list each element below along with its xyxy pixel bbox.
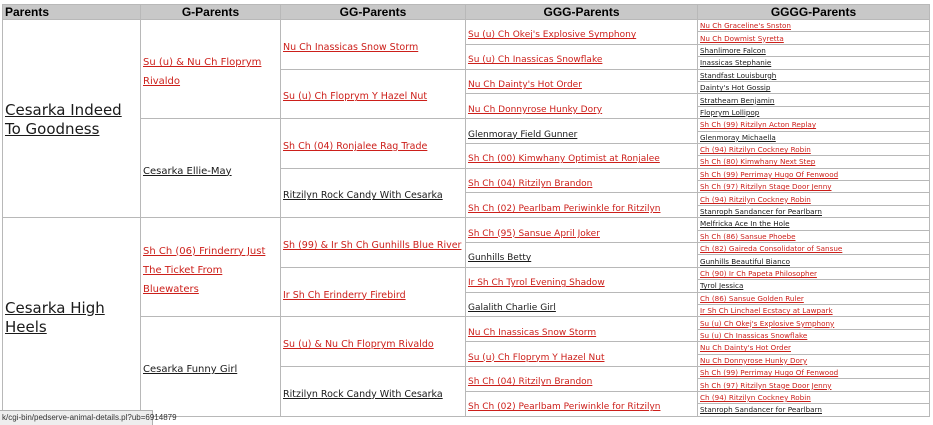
ggg-parent-link[interactable]: Gunhills Betty: [468, 253, 532, 264]
gggg-parent-link[interactable]: Inassicas Stephanie: [700, 58, 772, 68]
gggg-parent-cell: [698, 193, 930, 205]
gggg-parent-link[interactable]: Gunhills Beautiful Bianco: [700, 256, 790, 266]
gggg-parent-cell: [698, 366, 930, 378]
gggg-parent-cell: [698, 255, 930, 267]
gggg-parent-cell: [698, 243, 930, 255]
g-parent-cell: [141, 317, 281, 416]
gg-parent-link[interactable]: Ritzilyn Rock Candy With Cesarka: [283, 388, 443, 400]
gggg-parent-cell: [698, 20, 930, 32]
ggg-parent-link[interactable]: Sh Ch (04) Ritzilyn Brandon: [468, 377, 593, 388]
ggg-parent-link[interactable]: Galalith Charlie Girl: [468, 302, 556, 313]
ggg-parent-cell: [466, 143, 698, 168]
gg-parent-cell: [281, 366, 466, 416]
ggg-parent-link[interactable]: Su (u) Ch Inassicas Snowflake: [468, 55, 603, 66]
gg-parent-link[interactable]: Sh Ch (04) Ronjalee Rag Trade: [283, 140, 428, 152]
gg-parent-link[interactable]: Su (u) & Nu Ch Floprym Rivaldo: [283, 339, 434, 351]
gggg-parent-cell: [698, 44, 930, 56]
gg-parent-cell: [281, 317, 466, 367]
ggg-parent-link[interactable]: Sh Ch (02) Pearlbam Periwinkle for Ritzilyn: [468, 402, 661, 413]
pedigree-row: [3, 218, 930, 230]
ggg-parent-cell: [466, 267, 698, 292]
gg-parent-link[interactable]: Ritzilyn Rock Candy With Cesarka: [283, 190, 443, 202]
gggg-parent-link[interactable]: Ch (86) Sansue Golden Ruler: [700, 293, 804, 303]
gggg-parent-cell: [698, 143, 930, 155]
pedigree-table: [2, 4, 930, 417]
gggg-parent-link[interactable]: Sh Ch (86) Sansue Phoebe: [700, 231, 796, 241]
gggg-parent-link[interactable]: Shanlimore Falcon: [700, 45, 766, 55]
gg-parent-cell: [281, 168, 466, 218]
ggg-parent-cell: [466, 69, 698, 94]
gggg-parent-link[interactable]: Sh Ch (80) Kimwhany Next Step: [700, 157, 816, 167]
ggg-parent-cell: [466, 193, 698, 218]
gggg-parent-link[interactable]: Standfast Louisburgh: [700, 70, 777, 80]
ggg-parent-cell: [466, 218, 698, 243]
ggg-parent-link[interactable]: Su (u) Ch Okej's Explosive Symphony: [468, 30, 637, 41]
ggg-parent-link[interactable]: Nu Ch Donnyrose Hunky Dory: [468, 104, 603, 115]
pedigree-row: [3, 20, 930, 32]
gggg-parent-link[interactable]: Sh Ch (97) Ritzilyn Stage Door Jenny: [700, 182, 832, 192]
gggg-parent-link[interactable]: Nu Ch Donnyrose Hunky Dory: [700, 355, 808, 365]
gggg-parent-cell: [698, 32, 930, 44]
ggg-parent-cell: [466, 168, 698, 193]
gggg-parent-link[interactable]: Floprym Lollipop: [700, 107, 760, 117]
gggg-parent-link[interactable]: Sh Ch (99) Perrimay Hugo Of Fenwood: [700, 368, 839, 378]
gggg-parent-link[interactable]: Su (u) Ch Inassicas Snowflake: [700, 330, 808, 340]
gggg-parent-cell: [698, 119, 930, 131]
gggg-parent-cell: [698, 391, 930, 403]
g-parent-cell: [141, 20, 281, 119]
g-parent-link[interactable]: Cesarka Ellie-May: [143, 165, 232, 177]
gggg-parent-link[interactable]: Ch (94) Ritzilyn Cockney Robin: [700, 194, 811, 204]
gggg-parent-link[interactable]: Dainty's Hot Gossip: [700, 83, 771, 93]
ggg-parent-cell: [466, 20, 698, 45]
ggg-parent-cell: [466, 44, 698, 69]
ggg-parent-cell: [466, 119, 698, 144]
gggg-parent-link[interactable]: Sh Ch (97) Ritzilyn Stage Door Jenny: [700, 380, 832, 390]
gg-parent-cell: [281, 267, 466, 317]
g-parent-link[interactable]: Sh Ch (06) Frinderry Just The Ticket From Bluewaters: [143, 245, 266, 295]
gggg-parent-cell: [698, 354, 930, 366]
ggg-parent-link[interactable]: Sh Ch (95) Sansue April Joker: [468, 228, 600, 239]
header-gg-parents: GG-Parents: [281, 5, 466, 20]
ggg-parent-cell: [466, 94, 698, 119]
gggg-parent-cell: [698, 168, 930, 180]
gggg-parent-cell: [698, 317, 930, 329]
gggg-parent-cell: [698, 329, 930, 341]
gggg-parent-link[interactable]: Tyrol Jessica: [700, 281, 744, 291]
gggg-parent-link[interactable]: Melfricka Ace In the Hole: [700, 219, 790, 229]
gggg-parent-cell: [698, 69, 930, 81]
ggg-parent-cell: [466, 243, 698, 268]
gg-parent-link[interactable]: Ir Sh Ch Erinderry Firebird: [283, 289, 406, 301]
header-ggg-parents: GGG-Parents: [466, 5, 698, 20]
ggg-parent-link[interactable]: Sh Ch (02) Pearlbam Periwinkle for Ritzilyn: [468, 203, 661, 214]
ggg-parent-link[interactable]: Nu Ch Dainty's Hot Order: [468, 79, 582, 90]
ggg-parent-link[interactable]: Sh Ch (04) Ritzilyn Brandon: [468, 179, 593, 190]
gggg-parent-cell: [698, 106, 930, 118]
gggg-parent-cell: [698, 292, 930, 304]
g-parent-link[interactable]: Su (u) & Nu Ch Floprym Rivaldo: [143, 57, 262, 88]
gggg-parent-link[interactable]: Nu Ch Dainty's Hot Order: [700, 343, 791, 353]
ggg-parent-link[interactable]: Sh Ch (00) Kimwhany Optimist at Ronjalee: [468, 154, 660, 165]
gggg-parent-cell: [698, 280, 930, 292]
parent-link[interactable]: Cesarka High Heels: [5, 298, 105, 336]
g-parent-cell: [141, 218, 281, 317]
gggg-parent-cell: [698, 94, 930, 106]
ggg-parent-link[interactable]: Su (u) Ch Floprym Y Hazel Nut: [468, 352, 605, 363]
gggg-parent-link[interactable]: Ch (90) Ir Ch Papeta Philosopher: [700, 269, 817, 278]
status-bar-url: k/cgi-bin/pedserve-animal-details.pl?ub=6914879: [0, 410, 153, 425]
gggg-parent-link[interactable]: Nu Ch Dowmist Syretta: [700, 33, 784, 43]
header-g-parents: G-Parents: [141, 5, 281, 20]
g-parent-link[interactable]: Cesarka Funny Girl: [143, 363, 238, 375]
header-gggg-parents: GGGG-Parents: [698, 5, 930, 20]
gg-parent-cell: [281, 20, 466, 70]
gggg-parent-cell: [698, 267, 930, 279]
g-parent-cell: [141, 119, 281, 218]
gggg-parent-link[interactable]: Ch (94) Ritzilyn Cockney Robin: [700, 392, 811, 402]
gggg-parent-link[interactable]: Stanroph Sandancer for Pearlbarn: [700, 405, 822, 415]
gggg-parent-cell: [698, 342, 930, 354]
gg-parent-cell: [281, 218, 466, 268]
ggg-parent-link[interactable]: Nu Ch Inassicas Snow Storm: [468, 327, 597, 338]
parent-cell: [3, 218, 141, 416]
ggg-parent-cell: [466, 342, 698, 367]
gggg-parent-cell: [698, 81, 930, 93]
gggg-parent-link[interactable]: Strathearn Benjamin: [700, 95, 775, 105]
gggg-parent-link[interactable]: Stanroph Sandancer for Pearlbarn: [700, 207, 822, 217]
gggg-parent-cell: [698, 379, 930, 391]
gg-parent-link[interactable]: Su (u) Ch Floprym Y Hazel Nut: [283, 91, 428, 103]
gggg-parent-cell: [698, 218, 930, 230]
gggg-parent-link[interactable]: Ch (94) Ritzilyn Cockney Robin: [700, 145, 811, 155]
parent-link[interactable]: Cesarka Indeed To Goodness: [5, 100, 122, 138]
gggg-parent-cell: [698, 205, 930, 217]
gggg-parent-link[interactable]: Su (u) Ch Okej's Explosive Symphony: [700, 318, 835, 328]
gg-parent-cell: [281, 119, 466, 169]
gggg-parent-link[interactable]: Nu Ch Graceline's Snston: [700, 21, 791, 31]
gggg-parent-cell: [698, 57, 930, 69]
gggg-parent-cell: [698, 156, 930, 168]
ggg-parent-cell: [466, 292, 698, 317]
ggg-parent-cell: [466, 317, 698, 342]
parent-cell: [3, 20, 141, 218]
gggg-parent-cell: [698, 304, 930, 316]
header-parents: Parents: [3, 5, 141, 20]
pedigree-row: [3, 119, 930, 131]
gggg-parent-link[interactable]: Ir Sh Ch Linchael Ecstacy at Lawpark: [700, 306, 833, 316]
gg-parent-link[interactable]: Sh (99) & Ir Sh Ch Gunhills Blue River: [283, 240, 462, 252]
ggg-parent-cell: [466, 366, 698, 391]
gggg-parent-cell: [698, 131, 930, 143]
header-row: [3, 5, 930, 20]
gggg-parent-cell: [698, 230, 930, 242]
ggg-parent-cell: [466, 391, 698, 416]
gggg-parent-cell: [698, 404, 930, 416]
gggg-parent-link[interactable]: Sh Ch (99) Perrimay Hugo Of Fenwood: [700, 169, 839, 179]
ggg-parent-link[interactable]: Ir Sh Ch Tyrol Evening Shadow: [468, 278, 605, 289]
gg-parent-cell: [281, 69, 466, 119]
ggg-parent-link[interactable]: Glenmoray Field Gunner: [468, 129, 578, 140]
gggg-parent-link[interactable]: Glenmoray Michaella: [700, 132, 776, 142]
gggg-parent-link[interactable]: Ch (82) Gaireda Consolidator of Sansue: [700, 244, 843, 254]
gg-parent-link[interactable]: Nu Ch Inassicas Snow Storm: [283, 41, 419, 53]
pedigree-row: [3, 317, 930, 329]
gggg-parent-cell: [698, 181, 930, 193]
gggg-parent-link[interactable]: Sh Ch (99) Ritzilyn Acton Replay: [700, 120, 817, 130]
